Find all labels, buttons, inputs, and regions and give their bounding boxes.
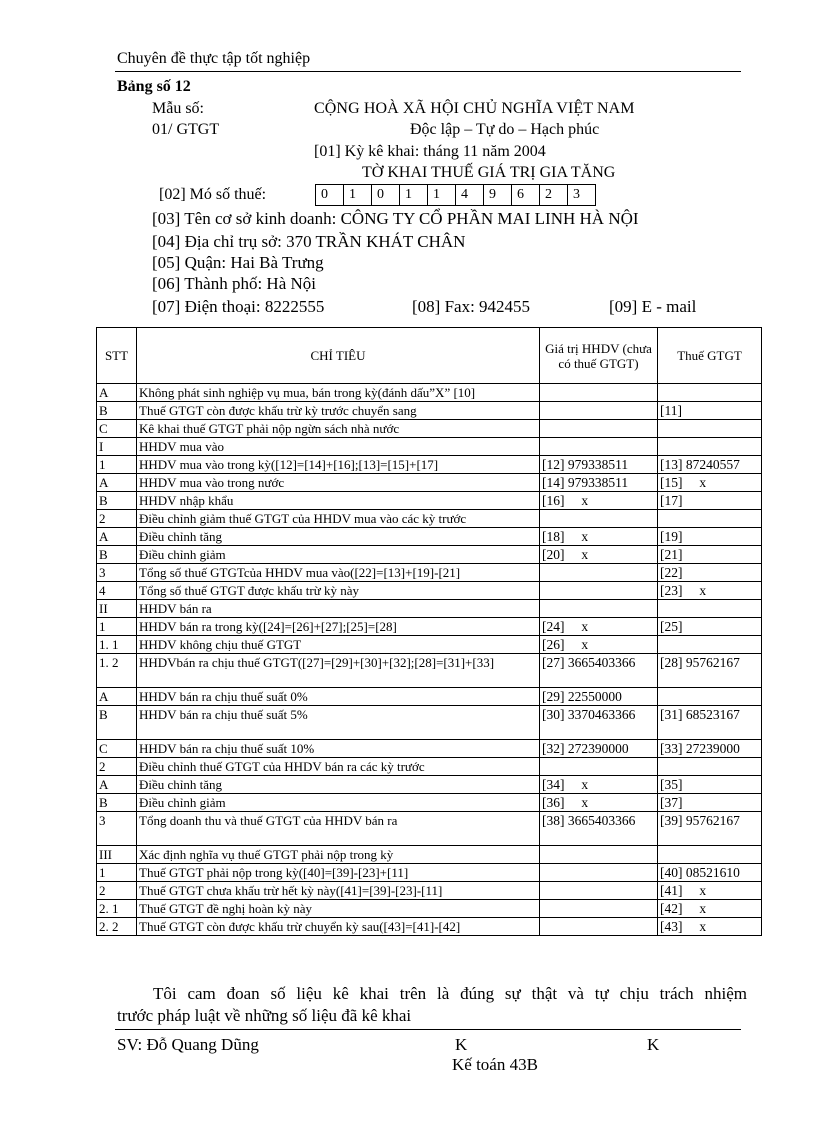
row-indicator: Kê khai thuế GTGT phải nộp ngừn sách nhà nước bbox=[137, 420, 540, 438]
email: [09] E - mail bbox=[609, 297, 697, 316]
row-indicator: Thuế GTGT đề nghị hoàn kỳ này bbox=[137, 900, 540, 918]
row-indicator: HHDV bán ra bbox=[137, 600, 540, 618]
row-stt: 3 bbox=[97, 812, 137, 846]
table-row bbox=[97, 600, 762, 618]
student-name: SV: Đỗ Quang Dũng bbox=[117, 1035, 259, 1054]
tax-code-digit: 1 bbox=[428, 185, 456, 206]
column-header-stt: STT bbox=[97, 328, 137, 384]
row-vat: [17] bbox=[658, 492, 762, 510]
motto: Độc lập – Tự do – Hạch phúc bbox=[410, 121, 600, 138]
table-row bbox=[97, 438, 762, 456]
row-value: [26] x bbox=[540, 636, 658, 654]
row-value: [16] x bbox=[540, 492, 658, 510]
row-stt: A bbox=[97, 528, 137, 546]
row-indicator: Điều chỉnh tăng bbox=[137, 776, 540, 794]
row-indicator: Thuế GTGT phải nộp trong kỳ([40]=[39]-[23]+[11] bbox=[137, 864, 540, 882]
row-value: [12] 979338511 bbox=[540, 456, 658, 474]
row-stt: 2. 2 bbox=[97, 918, 137, 936]
row-stt: A bbox=[97, 688, 137, 706]
company-name: [03] Tên cơ sở kinh doanh: CÔNG TY CỔ PHẦN MAI LINH HÀ NỘI bbox=[152, 209, 639, 228]
row-stt: 3 bbox=[97, 564, 137, 582]
tax-code-digit: 4 bbox=[456, 185, 484, 206]
row-value: [30] 3370463366 bbox=[540, 706, 658, 740]
tax-code-digit: 0 bbox=[372, 185, 400, 206]
tax-code-digit: 1 bbox=[344, 185, 372, 206]
table-body bbox=[97, 384, 762, 936]
tax-code-digit: 2 bbox=[540, 185, 568, 206]
table-row bbox=[97, 654, 762, 688]
row-indicator: HHDV nhập khẩu bbox=[137, 492, 540, 510]
table-row bbox=[97, 900, 762, 918]
row-vat: [37] bbox=[658, 794, 762, 812]
row-value: [27] 3665403366 bbox=[540, 654, 658, 688]
table-row bbox=[97, 456, 762, 474]
row-indicator: HHDV mua vào bbox=[137, 438, 540, 456]
row-value bbox=[540, 882, 658, 900]
table-row bbox=[97, 510, 762, 528]
class-name: Kế toán 43B bbox=[452, 1055, 538, 1074]
row-indicator: Tổng số thuế GTGT được khấu trừ kỳ này bbox=[137, 582, 540, 600]
row-value: [24] x bbox=[540, 618, 658, 636]
row-value bbox=[540, 510, 658, 528]
table-row bbox=[97, 882, 762, 900]
row-stt: 4 bbox=[97, 582, 137, 600]
row-indicator: Thuế GTGT còn được khấu trừ kỳ trước chuyển sang bbox=[137, 402, 540, 420]
tax-declaration-table bbox=[96, 327, 762, 936]
row-vat: [19] bbox=[658, 528, 762, 546]
row-stt: I bbox=[97, 438, 137, 456]
row-indicator: Điều chỉnh giảm bbox=[137, 546, 540, 564]
row-stt: B bbox=[97, 706, 137, 740]
row-vat: [33] 27239000 bbox=[658, 740, 762, 758]
table-row bbox=[97, 384, 762, 402]
declaration-line-2: trước pháp luật về những số liệu đã kê khai bbox=[117, 1006, 412, 1025]
row-stt: 1 bbox=[97, 618, 137, 636]
table-number: Bảng số 12 bbox=[117, 78, 191, 95]
row-vat: [13] 87240557 bbox=[658, 456, 762, 474]
table-header-row bbox=[97, 328, 762, 384]
table-row bbox=[97, 776, 762, 794]
row-vat bbox=[658, 846, 762, 864]
tax-code-digit: 1 bbox=[400, 185, 428, 206]
row-value bbox=[540, 420, 658, 438]
row-vat: [31] 68523167 bbox=[658, 706, 762, 740]
table-row bbox=[97, 864, 762, 882]
row-value bbox=[540, 918, 658, 936]
row-value: [36] x bbox=[540, 794, 658, 812]
declaration-line-1: Tôi cam đoan số liệu kê khai trên là đúng sự thật và tự chịu trách nhiệm bbox=[153, 984, 747, 1003]
row-stt: II bbox=[97, 600, 137, 618]
row-vat: [40] 08521610 bbox=[658, 864, 762, 882]
table-row bbox=[97, 706, 762, 740]
row-indicator: HHDV bán ra chịu thuế suất 5% bbox=[137, 706, 540, 740]
row-value bbox=[540, 846, 658, 864]
row-value bbox=[540, 900, 658, 918]
row-vat: [15] x bbox=[658, 474, 762, 492]
row-vat: [22] bbox=[658, 564, 762, 582]
row-vat: [43] x bbox=[658, 918, 762, 936]
row-stt: 1. 1 bbox=[97, 636, 137, 654]
row-indicator: Điều chỉnh giảm bbox=[137, 794, 540, 812]
row-value: [34] x bbox=[540, 776, 658, 794]
tax-code-label: [02] Mó số thuế: bbox=[159, 186, 267, 203]
row-value: [29] 22550000 bbox=[540, 688, 658, 706]
table-row bbox=[97, 546, 762, 564]
row-stt: B bbox=[97, 402, 137, 420]
footer-divider bbox=[115, 1029, 741, 1030]
table-row bbox=[97, 402, 762, 420]
row-vat bbox=[658, 438, 762, 456]
form-code: 01/ GTGT bbox=[152, 121, 220, 138]
row-stt: B bbox=[97, 492, 137, 510]
row-stt: A bbox=[97, 384, 137, 402]
row-indicator: HHDV mua vào trong kỳ([12]=[14]+[16];[13]=[15]+[17] bbox=[137, 456, 540, 474]
fax: [08] Fax: 942455 bbox=[412, 297, 531, 316]
row-indicator: Tổng doanh thu và thuế GTGT của HHDV bán ra bbox=[137, 812, 540, 846]
row-vat: [35] bbox=[658, 776, 762, 794]
country-name: CỘNG HOÀ XÃ HỘI CHỦ NGHĨA VIỆT NAM bbox=[314, 100, 635, 117]
row-stt: 2 bbox=[97, 882, 137, 900]
tax-code-boxes bbox=[315, 184, 596, 206]
phone: [07] Điện thoại: 8222555 bbox=[152, 297, 325, 316]
row-stt: 1 bbox=[97, 864, 137, 882]
row-stt: C bbox=[97, 740, 137, 758]
row-indicator: Không phát sinh nghiệp vụ mua, bán trong kỳ(đánh dấu”X” [10] bbox=[137, 384, 540, 402]
tax-code-digit: 6 bbox=[512, 185, 540, 206]
row-stt: 2 bbox=[97, 758, 137, 776]
row-stt: B bbox=[97, 546, 137, 564]
row-vat bbox=[658, 688, 762, 706]
row-indicator: HHDV không chịu thuế GTGT bbox=[137, 636, 540, 654]
row-value: [20] x bbox=[540, 546, 658, 564]
row-value bbox=[540, 758, 658, 776]
row-indicator: HHDV bán ra trong kỳ([24]=[26]+[27];[25]=[28] bbox=[137, 618, 540, 636]
header-divider bbox=[115, 71, 741, 72]
row-value bbox=[540, 600, 658, 618]
table-row bbox=[97, 474, 762, 492]
row-stt: 2. 1 bbox=[97, 900, 137, 918]
footer-mark-1: K bbox=[455, 1035, 468, 1054]
row-value bbox=[540, 402, 658, 420]
table-row bbox=[97, 688, 762, 706]
table-row bbox=[97, 420, 762, 438]
row-vat bbox=[658, 600, 762, 618]
table-row bbox=[97, 740, 762, 758]
district: [05] Quận: Hai Bà Trưng bbox=[152, 253, 324, 272]
row-value bbox=[540, 864, 658, 882]
table-row bbox=[97, 528, 762, 546]
row-indicator: HHDV bán ra chịu thuế suất 0% bbox=[137, 688, 540, 706]
table-row bbox=[97, 758, 762, 776]
row-indicator: Thuế GTGT chưa khấu trừ hết kỳ này([41]=[39]-[23]-[11] bbox=[137, 882, 540, 900]
footer-mark-2: K bbox=[647, 1035, 660, 1054]
row-vat: [39] 95762167 bbox=[658, 812, 762, 846]
row-value: [32] 272390000 bbox=[540, 740, 658, 758]
table-row bbox=[97, 636, 762, 654]
declaration-period: [01] Kỳ kê khai: tháng 11 năm 2004 bbox=[314, 143, 546, 160]
row-value: [38] 3665403366 bbox=[540, 812, 658, 846]
company-address: [04] Địa chỉ trụ sở: 370 TRẦN KHÁT CHÂN bbox=[152, 232, 466, 251]
row-stt: C bbox=[97, 420, 137, 438]
row-indicator: Thuế GTGT còn được khấu trừ chuyển kỳ sau([43]=[41]-[42] bbox=[137, 918, 540, 936]
table-row bbox=[97, 582, 762, 600]
row-vat: [21] bbox=[658, 546, 762, 564]
row-value bbox=[540, 564, 658, 582]
row-indicator: Điều chỉnh giảm thuế GTGT của HHDV mua vào các kỳ trước bbox=[137, 510, 540, 528]
city: [06] Thành phố: Hà Nội bbox=[152, 274, 316, 293]
row-stt: 1 bbox=[97, 456, 137, 474]
row-indicator: HHDVbán ra chịu thuế GTGT([27]=[29]+[30]+[32];[28]=[31]+[33] bbox=[137, 654, 540, 688]
row-vat bbox=[658, 758, 762, 776]
row-vat bbox=[658, 384, 762, 402]
row-indicator: Tổng số thuế GTGTcủa HHDV mua vào([22]=[13]+[19]-[21] bbox=[137, 564, 540, 582]
row-value: [14] 979338511 bbox=[540, 474, 658, 492]
table-row bbox=[97, 812, 762, 846]
row-stt: 2 bbox=[97, 510, 137, 528]
column-header-value: Giá trị HHDV (chưa có thuế GTGT) bbox=[540, 328, 658, 384]
row-vat: [25] bbox=[658, 618, 762, 636]
row-indicator: Điều chỉnh tăng bbox=[137, 528, 540, 546]
row-vat bbox=[658, 636, 762, 654]
tax-code-digit: 3 bbox=[568, 185, 596, 206]
table-row bbox=[97, 564, 762, 582]
row-stt: 1. 2 bbox=[97, 654, 137, 688]
column-header-vat: Thuế GTGT bbox=[658, 328, 762, 384]
tax-code-digit: 0 bbox=[316, 185, 344, 206]
declaration bbox=[117, 983, 747, 1027]
row-vat bbox=[658, 420, 762, 438]
row-stt: A bbox=[97, 776, 137, 794]
row-indicator: Xác định nghĩa vụ thuế GTGT phải nộp trong kỳ bbox=[137, 846, 540, 864]
row-value bbox=[540, 384, 658, 402]
row-stt: B bbox=[97, 794, 137, 812]
row-vat bbox=[658, 510, 762, 528]
tax-code-digit: 9 bbox=[484, 185, 512, 206]
row-indicator: Điều chỉnh thuế GTGT của HHDV bán ra các kỳ trước bbox=[137, 758, 540, 776]
row-vat: [23] x bbox=[658, 582, 762, 600]
header-title: Chuyên đề thực tập tốt nghiệp bbox=[117, 50, 311, 67]
row-value: [18] x bbox=[540, 528, 658, 546]
table-row bbox=[97, 492, 762, 510]
row-vat: [28] 95762167 bbox=[658, 654, 762, 688]
table-row bbox=[97, 846, 762, 864]
row-indicator: HHDV mua vào trong nước bbox=[137, 474, 540, 492]
form-label: Mẫu số: bbox=[152, 100, 204, 117]
row-stt: A bbox=[97, 474, 137, 492]
row-vat: [42] x bbox=[658, 900, 762, 918]
row-vat: [11] bbox=[658, 402, 762, 420]
row-stt: III bbox=[97, 846, 137, 864]
row-value bbox=[540, 582, 658, 600]
row-value bbox=[540, 438, 658, 456]
table-row bbox=[97, 618, 762, 636]
table-row bbox=[97, 918, 762, 936]
row-indicator: HHDV bán ra chịu thuế suất 10% bbox=[137, 740, 540, 758]
column-header-indicator: CHỈ TIÊU bbox=[137, 328, 540, 384]
table-row bbox=[97, 794, 762, 812]
document-title: TỜ KHAI THUẾ GIÁ TRỊ GIA TĂNG bbox=[362, 164, 616, 181]
row-vat: [41] x bbox=[658, 882, 762, 900]
